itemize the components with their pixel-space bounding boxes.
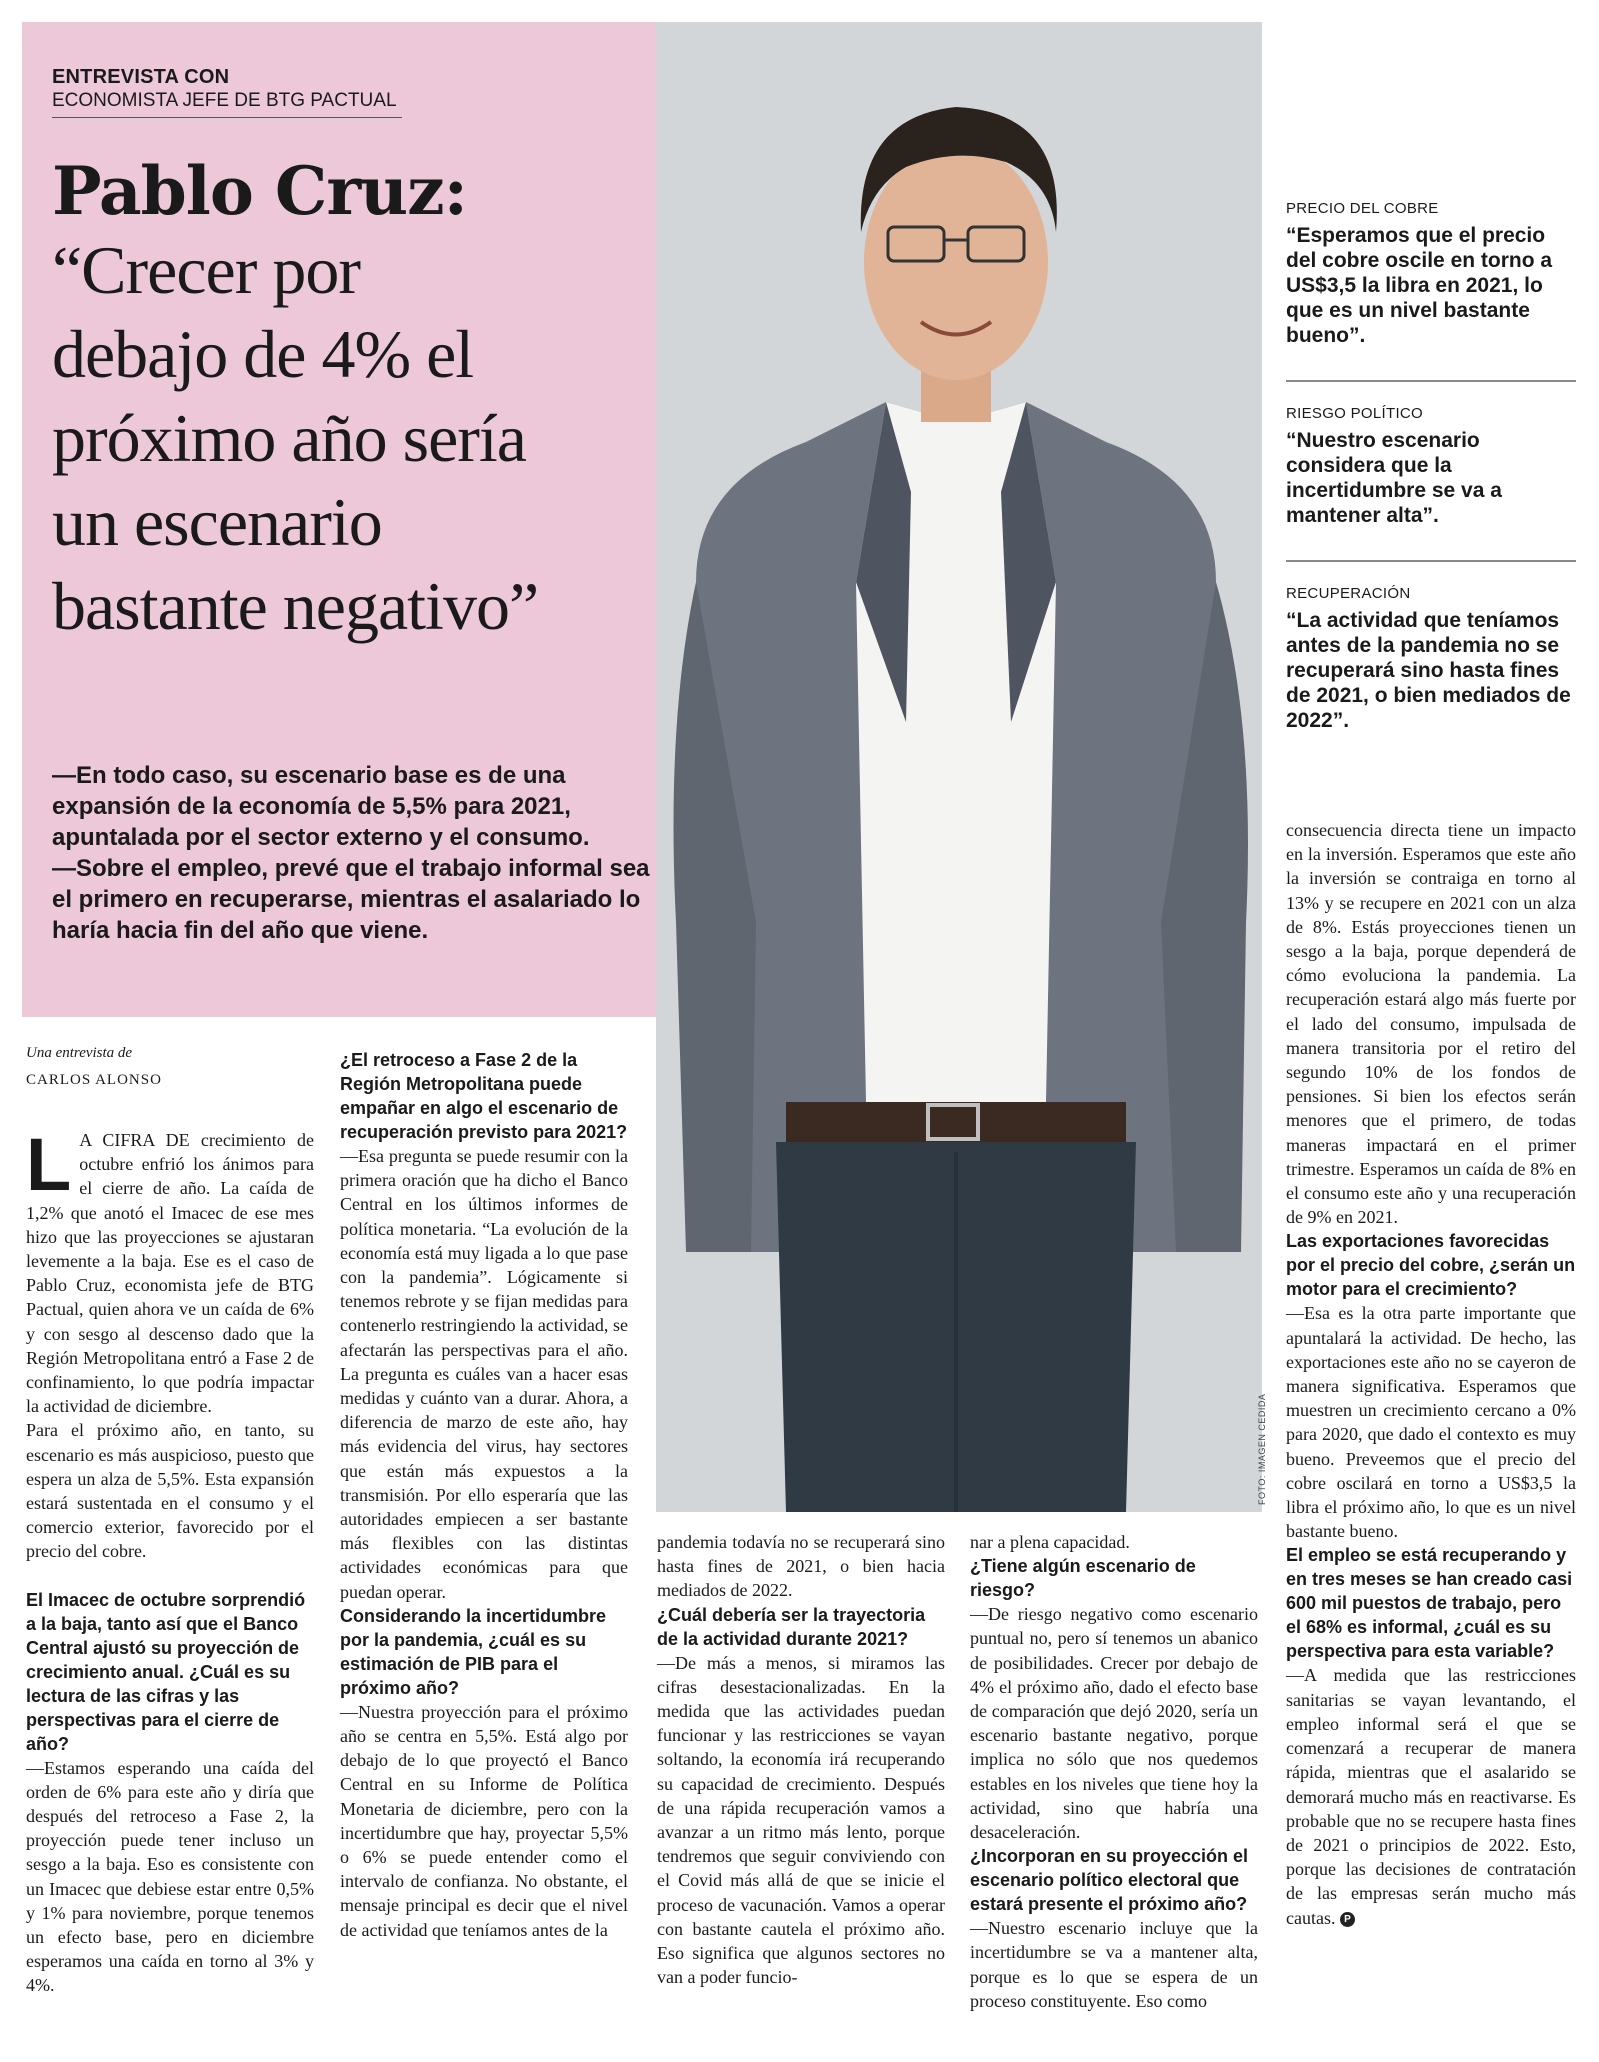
sidebar-label: RECUPERACIÓN [1286, 585, 1411, 602]
headline-quote-line: bastante negativo” [52, 568, 539, 644]
article-column-4 [970, 1530, 1258, 2013]
headline-name: Pablo Cruz: [52, 152, 467, 230]
byline-author: CARLOS ALONSO [26, 1072, 162, 1088]
interview-answer: —Esa pregunta se puede resumir con la primera oración que ha dicho el Banco Central en los últimos informes de política monetaria. “La evolución de la economía está muy ligada a lo que pase con la pandemia”. Lógicamente si tenemos rebrote y se fijan medidas para contenerlo restringiendo la actividad, se afectarán las perspectivas para el año. La pregunta es cuáles van a hacer esas medidas y cuánto van a durar. Ahora, a diferencia de marzo de este año, hay más evidencia del virus, hay sectores que están más expuestos a la transmisión. Por ello esperaría que las autoridades empiecen a ser bastante más flexibles con las distintas actividades económicas para que puedan operar. [340, 1146, 628, 1602]
sidebar-quote: “La actividad que teníamos antes de la pandemia no se recuperará sino hasta fines de 2021, o bien mediados de 2022”. [1286, 609, 1571, 732]
interview-question: El Imacec de octubre sorprendió a la baja, tanto así que el Banco Central ajustó su proyección de crecimiento anual. ¿Cuál es su lectura de las cifras y las perspectivas para el cierre de año? [26, 1589, 306, 1754]
end-mark-icon: P [1340, 1912, 1355, 1927]
interview-question: Las exportaciones favorecidas por el precio del cobre, ¿serán un motor para el crecimiento? [1286, 1231, 1576, 1300]
interview-question: ¿Tiene algún escenario de riesgo? [970, 1556, 1196, 1601]
interview-question: El empleo se está recuperando y en tres meses se han creado casi 600 mil puestos de trabajo, pero el 68% es informal, ¿cuál es su perspectiva para esta variable? [1286, 1545, 1573, 1662]
sidebar-quote-recovery [1286, 585, 1576, 733]
article-column-1 [26, 1123, 314, 1998]
summary-item: —En todo caso, su escenario base es de una expansión de la economía de 5,5% para 2021, apuntalada por el sector externo y el consumo. [52, 762, 590, 851]
headline-quote-line: “Crecer por [52, 232, 361, 308]
interview-answer: —Esa es la otra parte importante que apuntalará la actividad. De hecho, las exportaciones este año no se cayeron de manera significativa. Esperamos que muestren un crecimiento cercano a 0% para 2020, que dado el contexto es muy bueno. Preveemos que el precio del cobre oscilará en torno a US$3,5 la libra el próximo año, lo que es un nivel bastante bueno. [1286, 1303, 1576, 1542]
drop-cap: L [26, 1123, 72, 1206]
interview-answer: —Nuestra proyección para el próximo año se centra en 5,5%. Está algo por debajo de lo que proyectó el Banco Central en su Informe de Política Monetaria de diciembre, pero con la incertidumbre que hay, proyectar 5,5% o 6% se puede entender como el intervalo de confianza. No obstante, el mensaje principal es decir que el nivel de actividad que teníamos antes de la [340, 1701, 628, 1940]
sidebar-divider [1286, 560, 1576, 562]
article-column-3 [657, 1530, 945, 1989]
byline-intro: Una entrevista de [26, 1045, 133, 1061]
sidebar-label: PRECIO DEL COBRE [1286, 200, 1439, 217]
summary-item: —Sobre el empleo, prevé que el trabajo informal sea el primero en recuperarse, mientras el asalariado lo haría hacia fin del año que viene. [52, 855, 650, 944]
sidebar-quote: “Esperamos que el precio del cobre oscile en torno a US$3,5 la libra en 2021, lo que es un nivel bastante bueno”. [1286, 224, 1553, 347]
kicker-line-2: ECONOMISTA JEFE DE BTG PACTUAL [52, 90, 397, 111]
sidebar-quote: “Nuestro escenario considera que la incertidumbre se va a mantener alta”. [1286, 429, 1502, 527]
photo-credit: FOTO: IMAGEN CEDIDA [1257, 1393, 1267, 1505]
paragraph: consecuencia directa tiene un impacto en la inversión. Esperamos que este año la inversión se contraiga en torno al 13% y se recupere en 2021 con un alza de 8%. Estás proyecciones tienen un sesgo a la baja, porque dependerá de cómo evoluciona la pandemia. La recuperación estará algo más fuerte por el lado del consumo, impulsada de manera transitoria por el retiro del segundo 10% de los fondos de pensiones. Si bien los efectos serán menores que el primero, de todas maneras impactará en el primer trimestre. Esperamos un caída de 8% en el consumo este año y una recuperación de 9% en 2021. [1286, 820, 1576, 1228]
headline-quote-line: próximo año sería [52, 400, 526, 476]
sidebar-divider [1286, 380, 1576, 382]
sidebar-label: RIESGO POLÍTICO [1286, 405, 1424, 422]
headline-quote [52, 228, 662, 648]
interview-question: ¿El retroceso a Fase 2 de la Región Metropolitana puede empañar en algo el escenario de recuperación previsto para 2021? [340, 1050, 628, 1142]
interview-question: Considerando la incertidumbre por la pandemia, ¿cuál es su estimación de PIB para el próximo año? [340, 1605, 607, 1698]
sidebar-quote-copper [1286, 200, 1576, 348]
interview-answer: —Estamos esperando una caída del orden de 6% para este año y diría que después del retroceso a Fase 2, la proyección puede tener incluso un sesgo a la baja. Eso es consistente con un Imacec que debiese estar entre 0,5% y 1% para noviembre, porque tenemos un efecto base, pero en diciembre esperamos una caída en torno al 3% y 4%. [26, 1757, 314, 1996]
headline-quote-line: debajo de 4% el [52, 316, 474, 392]
answer-text: —A medida que las restricciones sanitarias se vayan levantando, el empleo informal será el que se comenzará a recuperar de manera rápida, mientras que el asalarido se demorará mucho más en reactivarse. Es probable que no se recupere hasta fines de 2021 o principios de 2022. Esto, porque las decisiones de contratación de las empresas serán mucho más cautas. [1286, 1665, 1576, 1928]
lead-paragraph [26, 1123, 314, 1418]
kicker-line-1: ENTREVISTA CON [52, 66, 230, 88]
kicker-divider [52, 117, 402, 118]
interview-answer: —De riesgo negativo como escenario puntual no, pero sí tenemos un abanico de posibilidades. Crecer por debajo de 4% el próximo año, dado el efecto base de comparación que dejó 2020, sería un escenario bastante negativo, porque implica no sólo que nos quedemos estables en los niveles que tiene hoy la actividad, sino que habría una desaceleración. [970, 1604, 1258, 1843]
summary-bullets [52, 760, 652, 946]
man-portrait-illustration [656, 22, 1262, 1512]
interview-answer: —Nuestro escenario incluye que la incertidumbre se va a mantener alta, porque es lo que se espera de un proceso constituyente. Eso como [970, 1918, 1258, 2011]
portrait-photo [656, 22, 1262, 1512]
interview-answer [1286, 1663, 1576, 1929]
paragraph: Para el próximo año, en tanto, su escenario es más auspicioso, puesto que espera un alza de 5,5%. Esta expansión estará sustentada en el consumo y el comercio exterior, favorecido por el precio del cobre. [26, 1420, 314, 1562]
interview-question: ¿Cuál debería ser la trayectoria de la actividad durante 2021? [657, 1604, 926, 1649]
paragraph-text: A CIFRA DE crecimiento de octubre enfrió los ánimos para el cierre de año. La caída de 1,2% que anotó el Imacec de ese mes hizo que las proyecciones se ajustaran levemente a la baja. Ese es el caso de Pablo Cruz, economista jefe de BTG Pactual, quien ahora ve un caída de 6% y con sesgo al descenso dado que la Región Metropolitana entró a Fase 2 de confinamiento, lo que podría impactar la actividad de diciembre. [26, 1130, 314, 1417]
article-column-5 [1286, 818, 1576, 1930]
interview-answer: —De más a menos, si miramos las cifras desestacionalizadas. En la medida que las actividades puedan funcionar y las restricciones se vayan soltando, la economía irá recuperando su capacidad de crecimiento. Después de una rápida recuperación vamos a avanzar a un ritmo más lento, porque tendremos que seguir conviviendo con el Covid más allá de que se inicie el proceso de vacunación. Vamos a operar con bastante cautela el próximo año. Eso significa que algunos sectores no van a poder funcio- [657, 1652, 945, 1988]
paragraph: nar a plena capacidad. [970, 1532, 1130, 1552]
interview-question: ¿Incorporan en su proyección el escenario político electoral que estará presente el próximo año? [970, 1846, 1249, 1915]
headline-quote-line: un escenario [52, 484, 382, 560]
sidebar-quote-political-risk [1286, 405, 1576, 528]
article-column-2 [340, 1048, 628, 1942]
paragraph: pandemia todavía no se recuperará sino hasta fines de 2021, o bien hacia mediados de 2022. [657, 1532, 945, 1601]
